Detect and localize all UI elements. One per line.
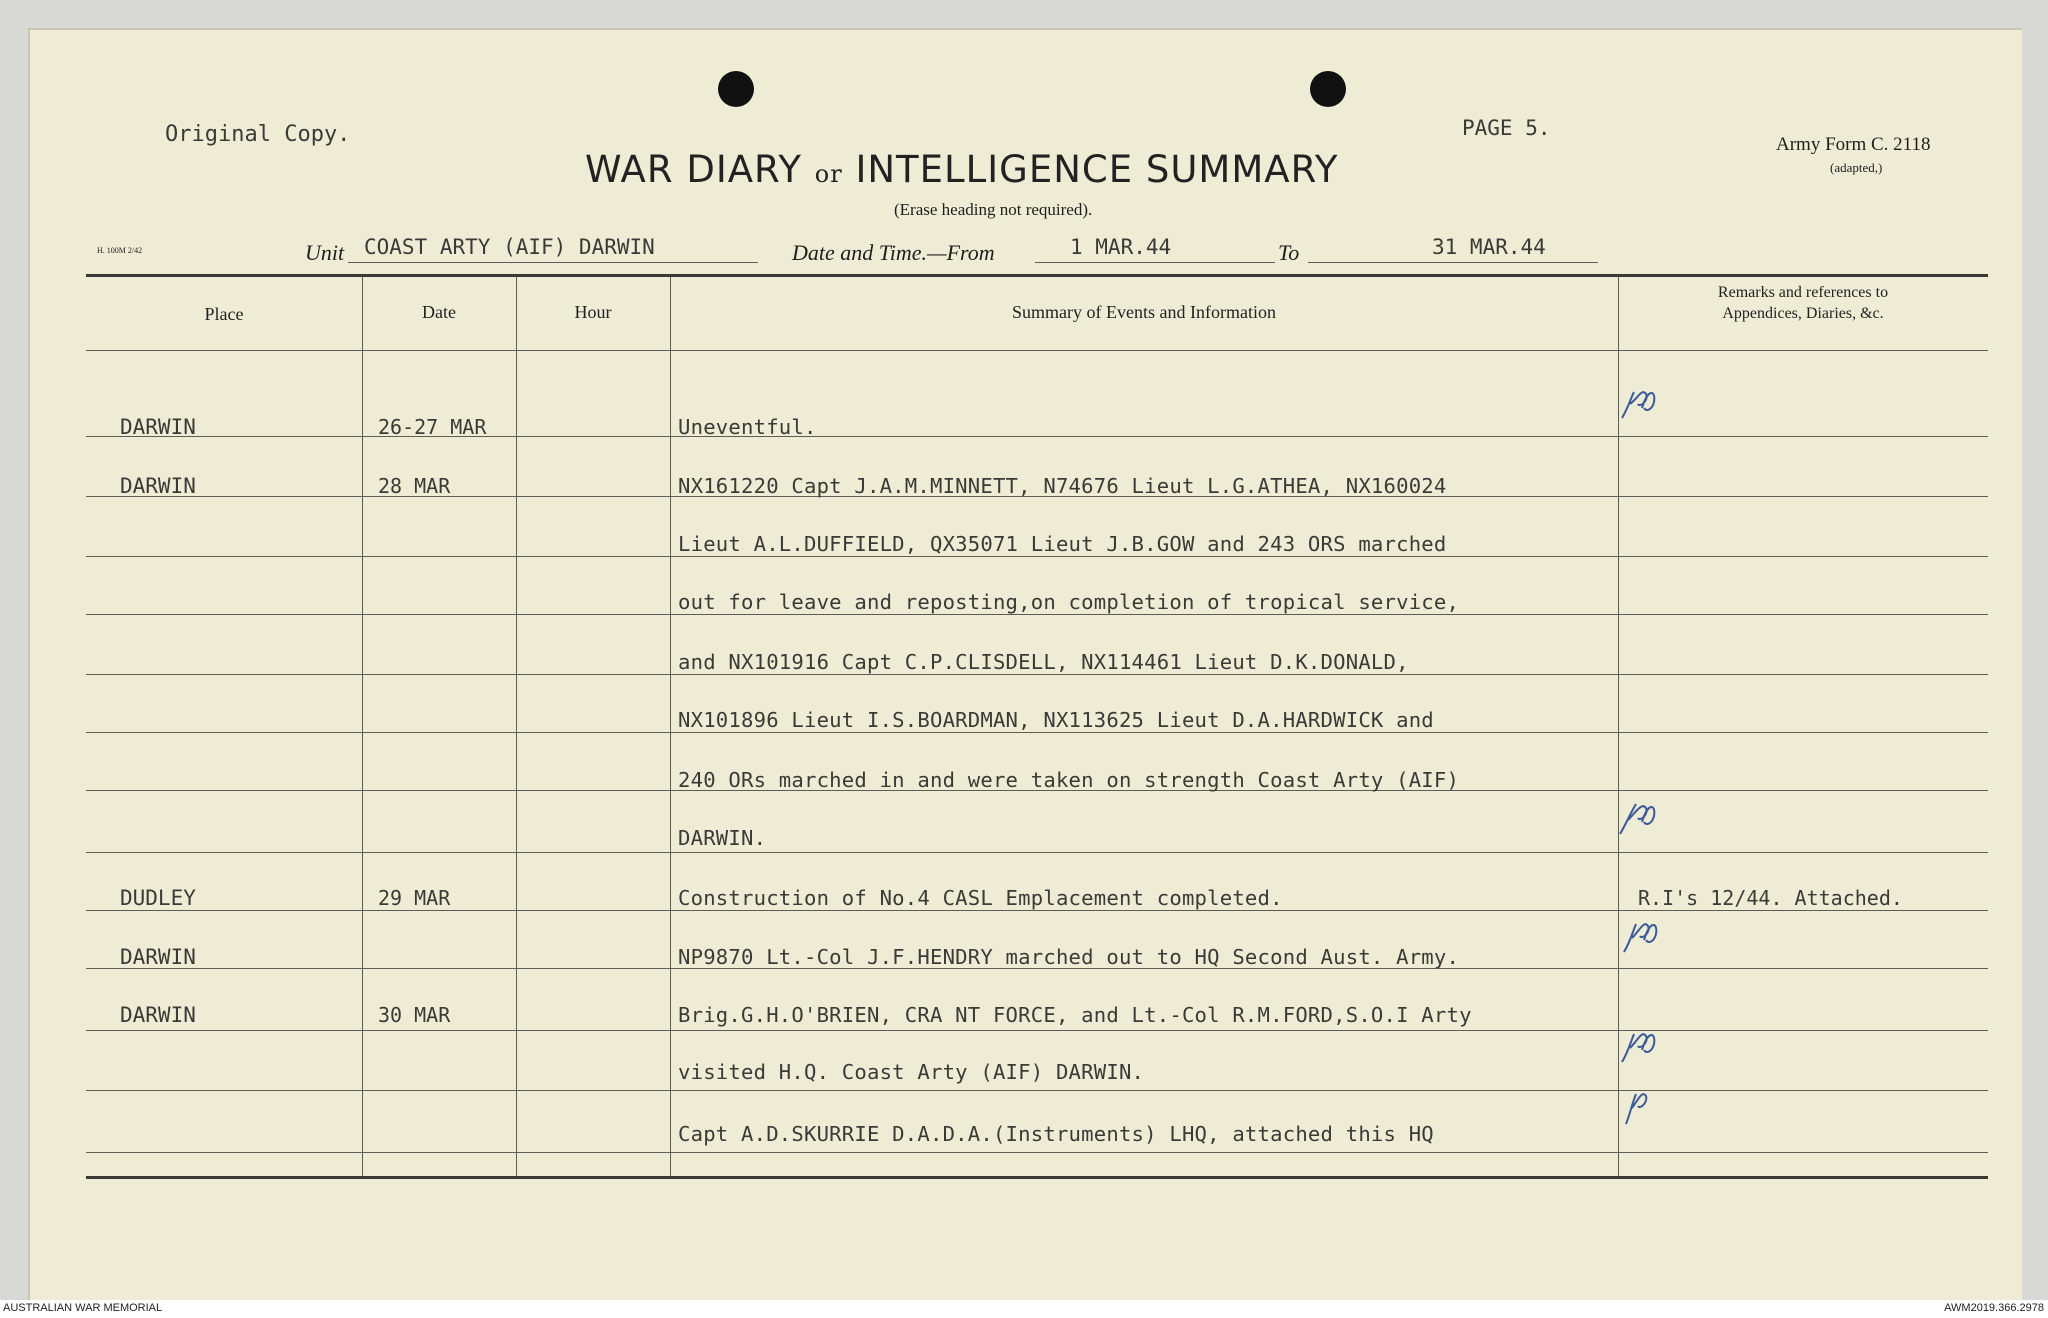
- cell-summary: visited H.Q. Coast Arty (AIF) DARWIN.: [678, 1060, 1145, 1084]
- col-line-2: [516, 277, 517, 1176]
- cell-place: DARWIN: [120, 945, 196, 969]
- original-copy-label: Original Copy.: [165, 122, 351, 147]
- cell-date: 26-27 MAR: [378, 415, 487, 439]
- cell-date: 28 MAR: [378, 474, 451, 498]
- cell-summary: and NX101916 Capt C.P.CLISDELL, NX114461 Lieut D.K.DONALD,: [678, 650, 1409, 674]
- form-title: [585, 148, 1339, 191]
- punch-hole-right: [1310, 71, 1346, 107]
- table-row-line: [86, 852, 1988, 853]
- cell-place: DUDLEY: [120, 886, 196, 910]
- cell-place: DARWIN: [120, 1003, 196, 1027]
- initials-mark-4: [1616, 1020, 1666, 1070]
- unit-label: Unit: [305, 240, 345, 265]
- table-row-line: [86, 732, 1988, 733]
- to-underline: [1308, 262, 1598, 263]
- table-bottom-rule: [86, 1176, 1988, 1179]
- form-code: H. 100M 2/42: [97, 246, 143, 255]
- title-intelligence-summary: INTELLIGENCE SUMMARY: [855, 148, 1339, 191]
- cell-summary: Uneventful.: [678, 415, 817, 439]
- cell-remarks: R.I's 12/44. Attached.: [1638, 886, 1903, 910]
- table-row-line: [86, 910, 1988, 911]
- footer-institution: AUSTRALIAN WAR MEMORIAL: [3, 1302, 163, 1314]
- header-remarks-line2: Appendices, Diaries, &c.: [1722, 305, 1884, 322]
- col-line-3: [670, 277, 671, 1176]
- initials-mark-3: [1618, 910, 1668, 960]
- cell-summary: NP9870 Lt.-Col J.F.HENDRY marched out to HQ Second Aust. Army.: [678, 945, 1460, 969]
- date-time-label: Date and Time.—From: [792, 240, 995, 265]
- cell-date: 29 MAR: [378, 886, 451, 910]
- cell-summary: DARWIN.: [678, 826, 767, 850]
- unit-underline: [348, 262, 758, 263]
- table-row-line: [86, 436, 1988, 437]
- initials-mark-2: [1616, 790, 1666, 840]
- to-label: To: [1278, 240, 1300, 265]
- punch-hole-left: [718, 71, 754, 107]
- cell-summary: Capt A.D.SKURRIE D.A.D.A.(Instruments) LHQ, attached this HQ: [678, 1122, 1434, 1146]
- cell-summary: Brig.G.H.O'BRIEN, CRA NT FORCE, and Lt.-Col R.M.FORD,S.O.I Arty: [678, 1003, 1472, 1027]
- cell-summary: NX161220 Capt J.A.M.MINNETT, N74676 Lieut L.G.ATHEA, NX160024: [678, 474, 1447, 498]
- header-bottom-rule: [86, 350, 1988, 351]
- cell-summary: 240 ORs marched in and were taken on strength Coast Arty (AIF): [678, 768, 1460, 792]
- footer-accession-number: AWM2019.366.2978: [1944, 1302, 2044, 1314]
- header-summary: Summary of Events and Information: [1012, 302, 1276, 322]
- from-underline: [1035, 262, 1275, 263]
- date-to-value: 31 MAR.44: [1432, 235, 1546, 259]
- table-row-line: [86, 556, 1988, 557]
- army-form-number: Army Form C. 2118: [1776, 134, 1931, 155]
- cell-summary: Construction of No.4 CASL Emplacement completed.: [678, 886, 1283, 910]
- col-line-1: [362, 277, 363, 1176]
- cell-date: 30 MAR: [378, 1003, 451, 1027]
- adapted-note: (adapted,): [1830, 160, 1883, 175]
- date-from-value: 1 MAR.44: [1070, 235, 1172, 259]
- header-remarks-line1: Remarks and references to: [1717, 284, 1889, 301]
- title-war-diary: WAR DIARY: [585, 148, 802, 191]
- cell-summary: out for leave and reposting,on completion of tropical service,: [678, 590, 1460, 614]
- footer-bar: [0, 1300, 2048, 1318]
- title-or: or: [814, 160, 843, 188]
- cell-place: DARWIN: [120, 415, 196, 439]
- unit-value: COAST ARTY (AIF) DARWIN: [364, 235, 655, 259]
- initials-mark-1: [1616, 378, 1666, 428]
- war-diary-page: [28, 28, 2022, 1302]
- table-row-line: [86, 1152, 1988, 1153]
- header-hour: Hour: [574, 302, 612, 322]
- cell-summary: NX101896 Lieut I.S.BOARDMAN, NX113625 Lieut D.A.HARDWICK and: [678, 708, 1434, 732]
- table-row-line: [86, 1090, 1988, 1091]
- page-number: PAGE 5.: [1462, 116, 1551, 140]
- table-row-line: [86, 614, 1988, 615]
- header-place: Place: [204, 304, 244, 324]
- header-date: Date: [422, 302, 456, 322]
- table-top-rule: [86, 274, 1988, 277]
- erase-heading-note: (Erase heading not required).: [894, 200, 1093, 219]
- cell-place: DARWIN: [120, 474, 196, 498]
- table-row-line: [86, 1030, 1988, 1031]
- table-row-line: [86, 674, 1988, 675]
- initials-mark-5: [1620, 1080, 1660, 1130]
- cell-summary: Lieut A.L.DUFFIELD, QX35071 Lieut J.B.GOW and 243 ORS marched: [678, 532, 1447, 556]
